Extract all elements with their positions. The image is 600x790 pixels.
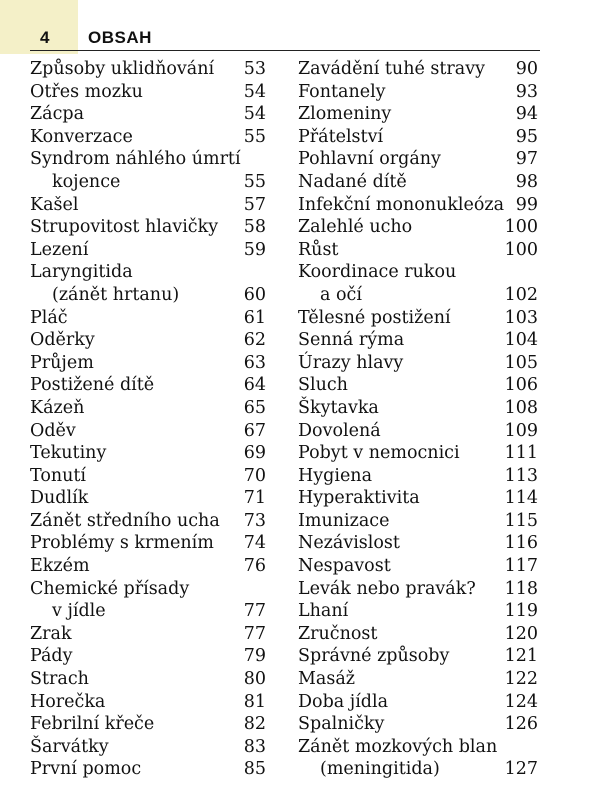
toc-entry-title: Zavádění tuhé stravy xyxy=(298,59,485,79)
toc-entry xyxy=(30,58,266,81)
toc-entry-title: Dudlík xyxy=(30,488,89,509)
toc-entry-title: Koordinace rukou xyxy=(298,262,457,283)
toc-entry-title: Způsoby uklidňování xyxy=(30,59,215,79)
toc-entry xyxy=(30,352,266,375)
toc-entry-page: 121 xyxy=(504,646,538,667)
toc-entry-title: Přátelství xyxy=(298,126,384,147)
section-title: OBSAH xyxy=(88,28,152,47)
toc-entry-page: 108 xyxy=(504,397,538,418)
toc-entry-page: 67 xyxy=(243,420,266,441)
toc-entry xyxy=(30,442,266,465)
toc-entry-page: 103 xyxy=(504,307,538,328)
toc-entry-page: 124 xyxy=(504,691,538,712)
toc-entry-title: Zánět mozkových blan xyxy=(298,736,498,757)
toc-entry-title: (zánět hrtanu) xyxy=(52,284,180,305)
toc-entry xyxy=(30,510,266,533)
toc-right-column xyxy=(298,58,538,781)
toc-entry xyxy=(298,600,538,623)
toc-entry xyxy=(30,713,266,736)
toc-entry-page: 58 xyxy=(243,217,266,238)
toc-entry-page: 69 xyxy=(243,443,266,464)
toc-entry-page: 106 xyxy=(504,375,538,396)
toc-entry-page: 95 xyxy=(515,126,538,147)
toc-entry-title: Oděrky xyxy=(30,330,95,351)
toc-entry xyxy=(30,307,266,330)
toc-entry-page: 120 xyxy=(504,623,538,644)
toc-left-column xyxy=(30,58,266,781)
toc-entry-page: 81 xyxy=(243,691,266,712)
toc-entry-title: v jídle xyxy=(52,601,106,622)
toc-entry-title: Úrazy hlavy xyxy=(298,352,404,373)
toc-entry xyxy=(298,171,538,194)
toc-entry xyxy=(298,555,538,578)
toc-entry xyxy=(30,261,266,284)
toc-entry xyxy=(298,284,538,307)
toc-entry-title: Zalehlé ucho xyxy=(298,217,413,238)
toc-entry-page: 99 xyxy=(515,194,538,215)
toc-entry xyxy=(30,216,266,239)
page-header xyxy=(30,26,540,51)
toc-entry-title: Tekutiny xyxy=(30,443,107,464)
toc-entry xyxy=(298,623,538,646)
toc-entry-page: 53 xyxy=(243,59,266,79)
toc-entry-title: a očí xyxy=(320,284,362,305)
toc-entry-title: Lezení xyxy=(30,239,89,260)
toc-entry-title: Pobyt v nemocnici xyxy=(298,443,460,464)
toc-entry xyxy=(30,555,266,578)
toc-entry-page: 100 xyxy=(504,217,538,238)
toc-entry-page: 118 xyxy=(504,578,538,599)
toc-entry-title: Strach xyxy=(30,669,89,690)
toc-entry-title: Nespavost xyxy=(298,556,391,577)
toc-entry-title: Pláč xyxy=(30,307,68,328)
toc-entry xyxy=(30,374,266,397)
toc-entry xyxy=(298,510,538,533)
toc-entry-page: 83 xyxy=(243,736,266,757)
toc-entry xyxy=(30,148,266,171)
toc-entry-title: Imunizace xyxy=(298,510,390,531)
toc-entry-page: 60 xyxy=(243,284,266,305)
toc-entry-title: Febrilní křeče xyxy=(30,714,155,735)
toc-entry-title: Doba jídla xyxy=(298,691,389,712)
toc-entry-page: 117 xyxy=(504,556,538,577)
toc-entry xyxy=(30,81,266,104)
toc-entry xyxy=(30,600,266,623)
toc-entry-title: Horečka xyxy=(30,691,106,712)
toc-entry-page: 70 xyxy=(243,465,266,486)
toc-entry-title: Senná rýma xyxy=(298,330,405,351)
toc-entry-title: kojence xyxy=(52,171,121,192)
toc-entry-title: Spalničky xyxy=(298,714,385,735)
toc-entry-page: 102 xyxy=(504,284,538,305)
toc-entry-title: Tonutí xyxy=(30,465,87,486)
toc-entry-title: (meningitida) xyxy=(320,759,440,780)
toc-entry xyxy=(298,194,538,217)
toc-entry-title: Nadané dítě xyxy=(298,171,407,192)
toc-entry-title: Tělesné postižení xyxy=(298,307,451,328)
toc-entry xyxy=(30,329,266,352)
toc-entry xyxy=(30,691,266,714)
toc-entry xyxy=(298,645,538,668)
toc-entry-page: 100 xyxy=(504,239,538,260)
toc-entry-page: 62 xyxy=(243,330,266,351)
toc-entry-title: Problémy s krmením xyxy=(30,533,214,554)
toc-entry-title: První pomoc xyxy=(30,759,142,780)
toc-entry xyxy=(30,397,266,420)
toc-entry xyxy=(298,352,538,375)
toc-entry-page: 127 xyxy=(504,759,538,780)
toc-entry-page: 90 xyxy=(515,59,538,79)
toc-entry-page: 77 xyxy=(243,623,266,644)
toc-entry-title: Růst xyxy=(298,239,339,260)
toc-entry-title: Oděv xyxy=(30,420,76,441)
toc-entry xyxy=(298,148,538,171)
toc-entry xyxy=(298,397,538,420)
toc-entry-title: Dovolená xyxy=(298,420,381,441)
toc-entry-page: 54 xyxy=(243,104,266,125)
toc-entry xyxy=(30,623,266,646)
toc-entry-title: Kázeň xyxy=(30,397,85,418)
toc-entry xyxy=(30,465,266,488)
toc-entry xyxy=(30,758,266,781)
toc-entry-page: 116 xyxy=(504,533,538,554)
toc-entry-page: 65 xyxy=(243,397,266,418)
toc-entry-title: Chemické přísady xyxy=(30,578,190,599)
toc-entry-page: 126 xyxy=(504,714,538,735)
toc-entry-page: 71 xyxy=(243,488,266,509)
toc-entry xyxy=(298,691,538,714)
toc-entry-title: Lhaní xyxy=(298,601,349,622)
toc-entry xyxy=(30,487,266,510)
toc-entry-title: Zlomeniny xyxy=(298,104,392,125)
toc-entry-page: 77 xyxy=(243,601,266,622)
toc-entry-title: Pády xyxy=(30,646,73,667)
toc-entry xyxy=(30,103,266,126)
toc-entry-page: 73 xyxy=(243,510,266,531)
toc-entry xyxy=(30,126,266,149)
toc-entry xyxy=(298,58,538,81)
toc-entry-title: Strupovitost hlavičky xyxy=(30,217,219,238)
toc-entry-page: 115 xyxy=(504,510,538,531)
toc-entry-title: Infekční mononukleóza xyxy=(298,194,505,215)
toc-entry-title: Sluch xyxy=(298,375,348,396)
toc-entry-page: 55 xyxy=(243,126,266,147)
toc-entry xyxy=(298,465,538,488)
toc-entry-title: Šarvátky xyxy=(30,736,109,757)
toc-entry-page: 64 xyxy=(243,375,266,396)
toc-entry xyxy=(30,194,266,217)
toc-entry-title: Zručnost xyxy=(298,623,378,644)
toc-entry-title: Nezávislost xyxy=(298,533,400,554)
toc-entry xyxy=(298,103,538,126)
toc-entry-page: 113 xyxy=(504,465,538,486)
toc-entry xyxy=(298,442,538,465)
toc-entry-title: Hygiena xyxy=(298,465,373,486)
toc-entry-title: Pohlavní orgány xyxy=(298,149,441,170)
toc-entry xyxy=(30,736,266,759)
toc-entry-title: Konverzace xyxy=(30,126,133,147)
toc-entry xyxy=(298,578,538,601)
toc-entry-title: Hyperaktivita xyxy=(298,488,420,509)
toc-entry-page: 79 xyxy=(243,646,266,667)
toc-entry-title: Kašel xyxy=(30,194,79,215)
toc-entry xyxy=(30,668,266,691)
toc-entry-title: Škytavka xyxy=(298,397,379,418)
toc-entry xyxy=(298,487,538,510)
toc-entry-page: 105 xyxy=(504,352,538,373)
toc-entry xyxy=(298,713,538,736)
toc-entry-page: 119 xyxy=(504,601,538,622)
toc-entry xyxy=(30,578,266,601)
toc-entry-page: 76 xyxy=(243,556,266,577)
toc-entry-page: 93 xyxy=(515,81,538,102)
toc-entry xyxy=(298,216,538,239)
toc-entry-page: 85 xyxy=(243,759,266,780)
toc-entry-page: 98 xyxy=(515,171,538,192)
toc-entry-title: Levák nebo pravák? xyxy=(298,578,476,599)
toc-entry xyxy=(30,532,266,555)
toc-entry-title: Postižené dítě xyxy=(30,375,155,396)
toc-entry-page: 63 xyxy=(243,352,266,373)
toc-entry xyxy=(298,126,538,149)
toc-entry xyxy=(298,758,538,781)
toc-entry-page: 80 xyxy=(243,669,266,690)
toc-entry-title: Syndrom náhlého úmrtí xyxy=(30,149,241,170)
toc-entry xyxy=(30,171,266,194)
toc-entry-page: 59 xyxy=(243,239,266,260)
toc-entry-title: Průjem xyxy=(30,352,94,373)
toc-entry-title: Masáž xyxy=(298,669,355,690)
toc-entry xyxy=(298,668,538,691)
toc-entry-page: 82 xyxy=(243,714,266,735)
toc-entry xyxy=(298,239,538,262)
toc-entry xyxy=(30,239,266,262)
toc-entry xyxy=(30,645,266,668)
toc-entry xyxy=(298,261,538,284)
toc-entry-page: 97 xyxy=(515,149,538,170)
toc-entry-page: 55 xyxy=(243,171,266,192)
toc-entry-page: 57 xyxy=(243,194,266,215)
toc-entry-page: 114 xyxy=(504,488,538,509)
toc-entry-page: 74 xyxy=(243,533,266,554)
toc-entry-page: 54 xyxy=(243,81,266,102)
toc-entry-title: Zácpa xyxy=(30,104,85,125)
toc-entry xyxy=(298,736,538,759)
toc-entry xyxy=(30,420,266,443)
toc-entry-page: 104 xyxy=(504,330,538,351)
toc-entry xyxy=(298,532,538,555)
toc-entry-title: Zrak xyxy=(30,623,72,644)
toc-entry-title: Správné způsoby xyxy=(298,646,450,667)
toc-entry-title: Laryngitida xyxy=(30,262,133,283)
toc-entry xyxy=(298,329,538,352)
toc-entry xyxy=(298,374,538,397)
toc-entry-title: Fontanely xyxy=(298,81,386,102)
toc-entry-page: 94 xyxy=(515,104,538,125)
page-number: 4 xyxy=(40,28,50,47)
toc-entry-title: Ekzém xyxy=(30,556,90,577)
toc-entry xyxy=(298,81,538,104)
toc-entry-title: Zánět středního ucha xyxy=(30,510,220,531)
toc-entry xyxy=(30,284,266,307)
toc-entry xyxy=(298,307,538,330)
toc-entry-page: 122 xyxy=(504,669,538,690)
toc-entry-title: Otřes mozku xyxy=(30,81,143,102)
toc-entry xyxy=(298,420,538,443)
toc-entry-page: 61 xyxy=(243,307,266,328)
toc-entry-page: 109 xyxy=(504,420,538,441)
toc-entry-page: 111 xyxy=(504,443,538,464)
